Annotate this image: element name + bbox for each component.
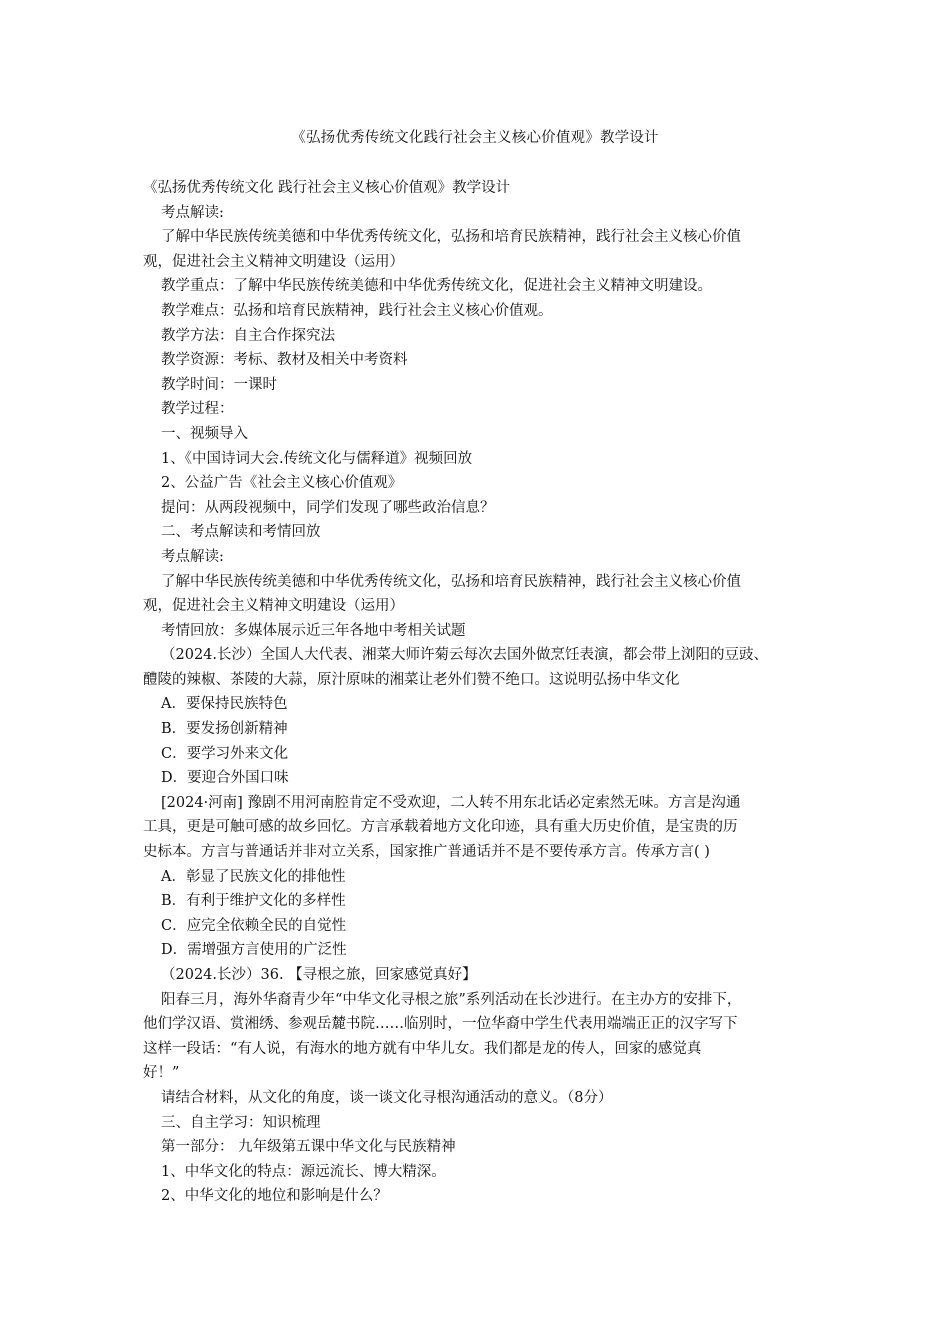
text-line: 提问：从两段视频中，同学们发现了哪些政治信息？ — [161, 499, 495, 516]
text-line: 教学过程： — [161, 401, 234, 418]
text-line: 教学时间：一课时 — [161, 376, 277, 393]
text-line: 工具，更是可触可感的故乡回忆。方言承载着地方文化印迹，具有重大历史价值，是宝贵的历 — [143, 819, 738, 836]
text-line: 二、考点解读和考情回放 — [161, 524, 321, 541]
text-line: （2024.长沙）36. 【寻根之旅，回家感觉真好】 — [161, 967, 477, 983]
text-line: 考情回放：多媒体展示近三年各地中考相关试题 — [161, 622, 466, 639]
text-line: B．有利于维护文化的多样性 — [161, 893, 346, 910]
text-line: 醴陵的辣椒、茶陵的大蒜，原汁原味的湘菜让老外们赞不绝口。这说明弘扬中华文化 — [143, 671, 680, 688]
text-line: 观，促进社会主义精神文明建设（运用） — [143, 598, 404, 615]
text-line: 1、中华文化的特点：源远流长、博大精深。 — [161, 1163, 446, 1180]
text-line: 三、自主学习：知识梳理 — [161, 1114, 321, 1131]
text-line: 1、《中国诗词大会.传统文化与儒释道》视频回放 — [161, 450, 473, 467]
text-line: 了解中华民族传统美德和中华优秀传统文化，弘扬和培育民族精神，践行社会主义核心价值 — [161, 229, 741, 246]
text-line: A．彰显了民族文化的排他性 — [161, 868, 346, 885]
text-line: 阳春三月，海外华裔青少年“中华文化寻根之旅”系列活动在长沙进行。在主办方的安排下， — [161, 991, 742, 1008]
document-body — [143, 176, 823, 1209]
text-line: 《弘扬优秀传统文化 践行社会主义核心价值观》教学设计 — [143, 180, 511, 196]
text-line: 考点解读: — [161, 204, 224, 221]
text-line: 观，促进社会主义精神文明建设（运用） — [143, 253, 404, 270]
text-line: 史标本。方言与普通话并非对立关系，国家推广普通话并不是不要传承方言。传承方言( ) — [143, 844, 710, 861]
text-line: 好！” — [143, 1065, 180, 1082]
text-line: C．应完全依赖全民的自觉性 — [161, 917, 347, 934]
text-line: [2024·河南] 豫剧不用河南腔肯定不受欢迎，二人转不用东北话必定索然无味。方言是沟通 — [161, 794, 741, 811]
text-line: C．要学习外来文化 — [161, 745, 289, 762]
text-line: D．要迎合外国口味 — [161, 770, 289, 787]
text-line: 这样一段话：“有人说，有海水的地方就有中华儿女。我们都是龙的传人，回家的感觉真 — [143, 1040, 702, 1057]
text-line: 一、视频导入 — [161, 425, 248, 442]
text-line: 了解中华民族传统美德和中华优秀传统文化，弘扬和培育民族精神，践行社会主义核心价值 — [161, 573, 741, 590]
text-line: 考点解读: — [161, 548, 224, 565]
text-line: 第一部分： 九年级第五课中华文化与民族精神 — [161, 1139, 456, 1156]
page-header-title: 《弘扬优秀传统文化践行社会主义核心价值观》教学设计 — [291, 130, 659, 146]
text-line: D．需增强方言使用的广泛性 — [161, 942, 347, 959]
text-line: 2、中华文化的地位和影响是什么？ — [161, 1188, 388, 1205]
text-line: 教学方法：自主合作探究法 — [161, 327, 335, 344]
text-line: 教学难点：弘扬和培育民族精神，践行社会主义核心价值观。 — [161, 302, 553, 319]
text-line: 教学资源：考标、教材及相关中考资料 — [161, 352, 408, 369]
text-line: 教学重点：了解中华民族传统美德和中华优秀传统文化，促进社会主义精神文明建设。 — [161, 278, 712, 295]
text-line: 他们学汉语、赏湘绣、参观岳麓书院……临别时，一位华裔中学生代表用端端正正的汉字写下 — [143, 1016, 738, 1033]
text-line: （2024.长沙）全国人大代表、湘菜大师许菊云每次去国外做烹饪表演，都会带上浏阳的豆豉、 — [161, 647, 769, 664]
text-line: 2、公益广告《社会主义核心价值观》 — [161, 475, 403, 492]
text-line: 请结合材料，从文化的角度，谈一谈文化寻根沟通活动的意义。（8分） — [161, 1089, 613, 1106]
text-line: B．要发扬创新精神 — [161, 721, 288, 738]
text-line: A．要保持民族特色 — [161, 696, 288, 713]
